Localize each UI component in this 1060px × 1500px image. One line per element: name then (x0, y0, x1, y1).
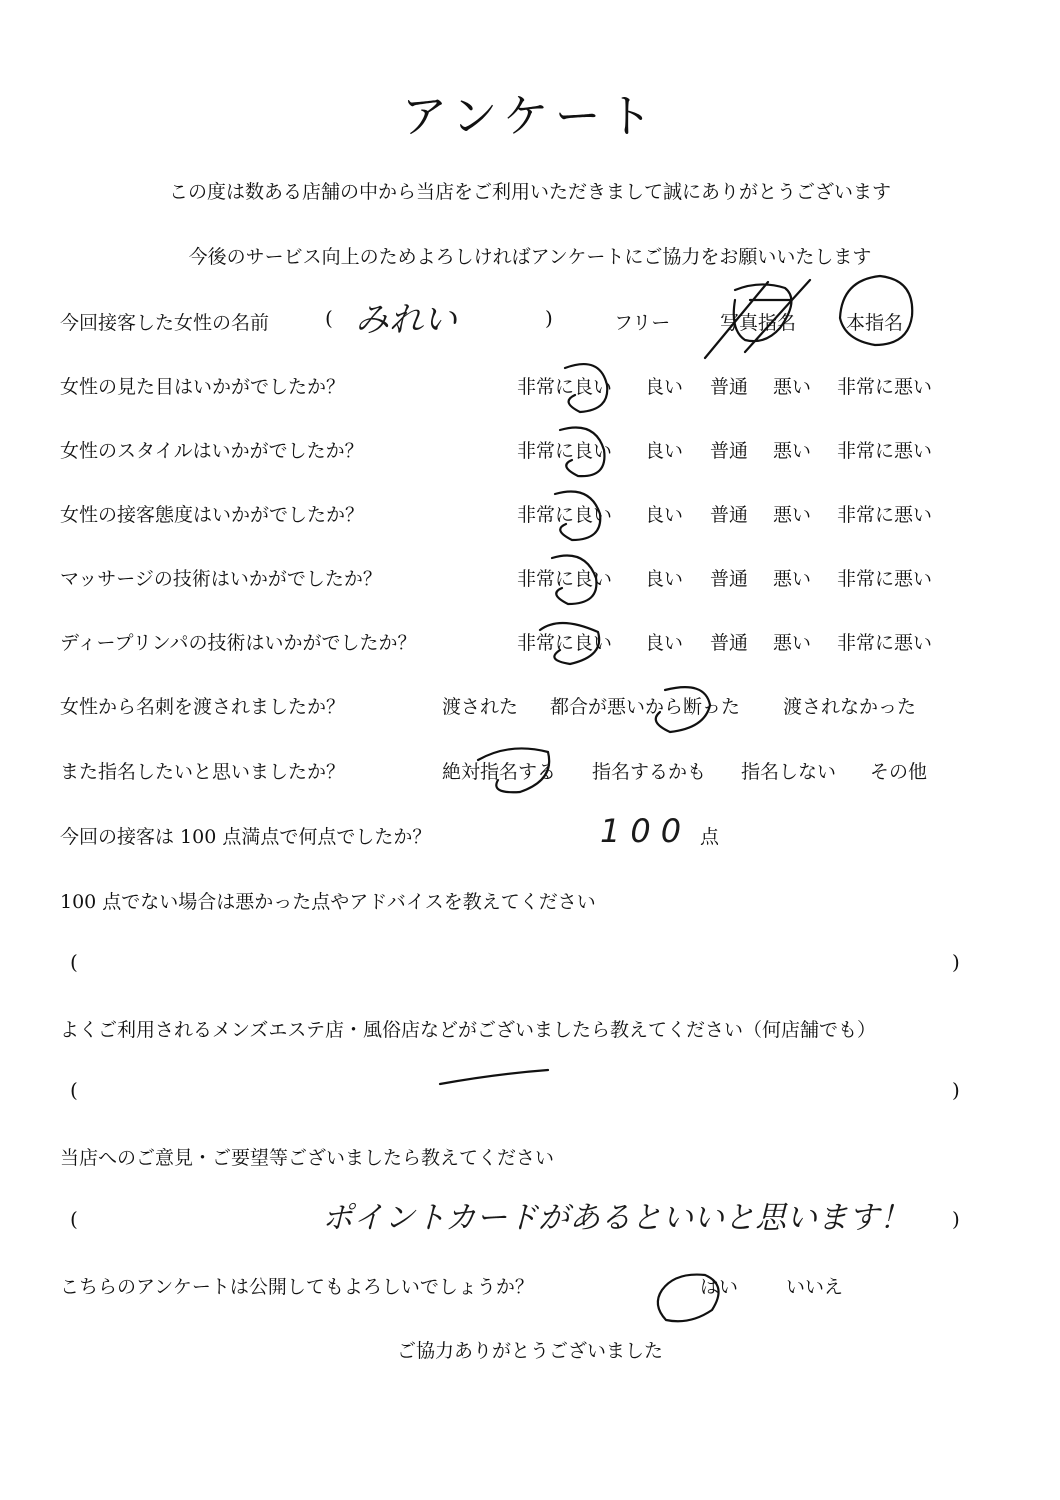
other-shops-open-paren: ( (70, 1078, 78, 1102)
opinion-close-paren: ) (952, 1207, 960, 1231)
rating-option[interactable]: 悪い (773, 504, 812, 526)
name-question-label: 今回接客した女性の名前 (60, 312, 270, 334)
rating-option[interactable]: 良い (645, 568, 684, 590)
rating-option[interactable]: 非常に悪い (837, 376, 933, 398)
rating-option[interactable]: 良い (645, 504, 684, 526)
rating-option[interactable]: 非常に良い (517, 568, 613, 590)
opinion-question-label: 当店へのご意見・ご要望等ございましたら教えてください (60, 1147, 555, 1169)
rating-question-label: 女性の見た目はいかがでしたか？ (60, 376, 346, 398)
card-question-label: 女性から名刺を渡されましたか？ (60, 696, 346, 718)
option-card-received[interactable]: 渡された (442, 696, 519, 718)
advice-question-label: 100 点でない場合は悪かった点やアドバイスを教えてください (60, 891, 596, 913)
rating-option[interactable]: 悪い (773, 376, 812, 398)
rating-option[interactable]: 非常に良い (517, 376, 613, 398)
rating-option[interactable]: 非常に良い (517, 440, 613, 462)
advice-open-paren: ( (70, 950, 78, 974)
rating-option[interactable]: 良い (645, 440, 684, 462)
rating-option[interactable]: 非常に悪い (837, 440, 933, 462)
rating-question-label: ディープリンパの技術はいかがでしたか？ (60, 632, 417, 654)
option-publish-yes[interactable]: はい (700, 1276, 739, 1298)
other-shops-answer[interactable] (440, 1060, 470, 1095)
written-name[interactable]: みれい (355, 300, 457, 340)
option-maybe[interactable]: 指名するかも (592, 761, 707, 783)
rating-option[interactable]: 非常に良い (517, 632, 613, 654)
opinion-open-paren: ( (70, 1207, 78, 1231)
rating-option[interactable]: 非常に悪い (837, 568, 933, 590)
rating-question-label: マッサージの技術はいかがでしたか？ (60, 568, 382, 590)
rating-option[interactable]: 悪い (773, 568, 812, 590)
rating-option[interactable]: 普通 (710, 376, 749, 398)
option-main-nomination[interactable]: 本指名 (846, 312, 904, 334)
written-score[interactable]: 100 (600, 812, 692, 850)
other-shops-question-label: よくご利用されるメンズエステ店・風俗店などがございましたら教えてください（何店舗でも） (60, 1019, 877, 1041)
rating-option[interactable]: 普通 (710, 632, 749, 654)
score-question-label: 今回の接客は 100 点満点で何点でしたか？ (60, 826, 432, 848)
option-no[interactable]: 指名しない (741, 761, 837, 783)
option-definitely[interactable]: 絶対指名する (442, 761, 557, 783)
rating-option[interactable]: 普通 (710, 440, 749, 462)
renominate-question-label: また指名したいと思いましたか？ (60, 761, 346, 783)
survey-title: アンケート (401, 89, 659, 143)
rating-option[interactable]: 良い (645, 632, 684, 654)
rating-option[interactable]: 非常に悪い (837, 504, 933, 526)
other-shops-close-paren: ) (952, 1078, 960, 1102)
rating-option[interactable]: 悪い (773, 440, 812, 462)
advice-close-paren: ) (952, 950, 960, 974)
closing-message: ご協力ありがとうございました (396, 1340, 663, 1362)
option-other[interactable]: その他 (870, 761, 928, 783)
opinion-answer[interactable]: ポイントカードがあるといいと思います！ (322, 1200, 911, 1236)
option-card-not-received[interactable]: 渡されなかった (783, 696, 917, 718)
option-photo-nomination[interactable]: 写真指名 (720, 312, 797, 334)
rating-option[interactable]: 普通 (710, 568, 749, 590)
option-free[interactable]: フリー (614, 312, 671, 334)
name-open-paren: ( (325, 306, 333, 330)
rating-question-label: 女性のスタイルはいかがでしたか？ (60, 440, 364, 462)
intro-line-1: この度は数ある店舗の中から当店をご利用いただきまして誠にありがとうございます (168, 181, 891, 203)
score-unit: 点 (700, 826, 720, 848)
intro-line-2: 今後のサービス向上のためよろしければアンケートにご協力をお願いいたします (188, 246, 872, 268)
name-close-paren: ) (545, 306, 553, 330)
option-card-declined[interactable]: 都合が悪いから断った (550, 696, 741, 718)
rating-option[interactable]: 悪い (773, 632, 812, 654)
rating-option[interactable]: 良い (645, 376, 684, 398)
rating-option[interactable]: 普通 (710, 504, 749, 526)
option-publish-no[interactable]: いいえ (786, 1276, 844, 1298)
rating-question-label: 女性の接客態度はいかがでしたか？ (60, 504, 365, 526)
publish-question-label: こちらのアンケートは公開してもよろしいでしょうか？ (60, 1276, 534, 1298)
rating-option[interactable]: 非常に良い (517, 504, 613, 526)
rating-option[interactable]: 非常に悪い (837, 632, 933, 654)
